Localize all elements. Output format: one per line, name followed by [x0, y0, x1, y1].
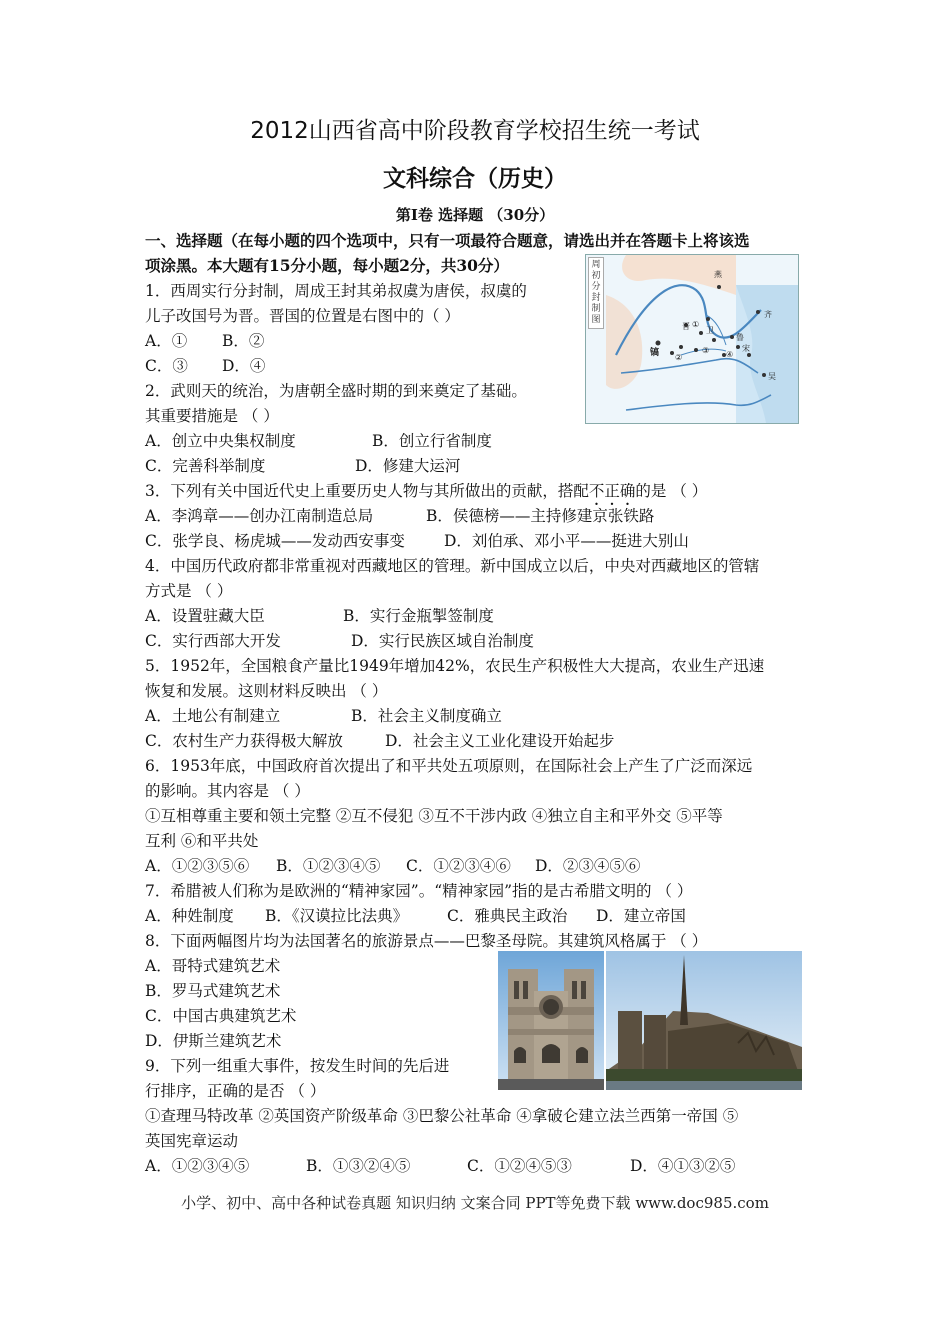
map-label-qi: 齐 — [764, 310, 772, 319]
q6-option-a: A．①②③⑤⑥ — [145, 857, 250, 875]
map-marker-3: ③ — [702, 346, 710, 355]
map-marker-1: ① — [692, 320, 700, 329]
q7-option-c: C．雅典民主政治 — [447, 907, 568, 925]
map-title: 周初分封制图 — [588, 257, 604, 329]
q3-option-d: D．刘伯承、邓小平——挺进大别山 — [444, 532, 689, 550]
q1-stem-line-1: 1．西周实行分封制，周成王封其弟叔虞为唐侯，叔虞的 — [145, 282, 527, 300]
q3-stem — [145, 481, 707, 509]
q8-option-c: C．中国古典建筑艺术 — [145, 1007, 297, 1025]
q5-stem-line-1: 5．1952年，全国粮食产量比1949年增加42%，农民生产积极性大大提高，农业生产迅速 — [145, 657, 765, 675]
instructions-line-1: 一、选择题（在每小题的四个选项中，只有一项最符合题意，请选出并在答题卡上将该选 — [145, 231, 750, 250]
q4-option-c: C．实行西部大开发 — [145, 632, 281, 650]
map-label-song: 宋 — [742, 344, 750, 353]
q5-option-c: C．农村生产力获得极大解放 — [145, 732, 343, 750]
q3-stem-part-2: 的是 （ ） — [635, 482, 708, 500]
map-label-jin: 晋 — [682, 322, 690, 331]
q5-option-d: D．社会主义工业化建设开始起步 — [385, 732, 615, 750]
map-marker-2: ② — [675, 353, 683, 362]
q1-stem-line-2: 儿子改国号为晋。晋国的位置是右图中的（ ） — [145, 307, 460, 325]
q2-option-d: D．修建大运河 — [355, 457, 461, 475]
map-label-wei: 卫 — [706, 326, 714, 335]
q4-stem-line-1: 4．中国历代政府都非常重视对西藏地区的管理。新中国成立以后，中央对西藏地区的管辖 — [145, 557, 760, 575]
q6-stem-line-2: 的影响。其内容是 （ ） — [145, 782, 310, 800]
q5-option-a: A．土地公有制建立 — [145, 707, 281, 725]
section-heading: 第I卷 选择题 （30分） — [395, 206, 555, 224]
q7-option-b: B．《汉谟拉比法典》 — [265, 907, 409, 925]
q9-option-d: D．④①③②⑤ — [630, 1157, 736, 1175]
q6-option-d: D．②③④⑤⑥ — [535, 857, 641, 875]
q4-stem-line-2: 方式是 （ ） — [145, 582, 233, 600]
page-footer: 小学、初中、高中各种试卷真题 知识归纳 文案合同 PPT等免费下载 www.doc985.com — [181, 1194, 769, 1212]
map-label-hao: 镐 — [650, 348, 660, 358]
map-label-yan: 燕 — [714, 270, 722, 279]
q8-option-a: A．哥特式建筑艺术 — [145, 957, 281, 975]
map-graphic — [586, 255, 798, 423]
notre-dame-illustration — [498, 951, 802, 1090]
q6-items-line-1: ①互相尊重主要和领土完整 ②互不侵犯 ③互不干涉内政 ④独立自主和平外交 ⑤平等 — [145, 807, 723, 825]
q6-option-c: C．①②③④⑥ — [406, 857, 511, 875]
q3-stem-emphasis: 不正确 — [588, 482, 636, 500]
q9-items-line-2: 英国宪章运动 — [145, 1132, 239, 1150]
q2-stem-line-2: 其重要措施是 （ ） — [145, 407, 279, 425]
notre-dame-photos — [498, 951, 802, 1090]
q9-option-c: C．①②④⑤③ — [467, 1157, 572, 1175]
q9-option-b: B．①③②④⑤ — [306, 1157, 411, 1175]
q2-stem-line-1: 2．武则天的统治，为唐朝全盛时期的到来奠定了基础。 — [145, 382, 527, 400]
exam-subtitle: 文科综合（历史） — [383, 166, 567, 192]
exam-title: 2012山西省高中阶段教育学校招生统一考试 — [250, 118, 700, 144]
q4-option-a: A．设置驻藏大臣 — [145, 607, 265, 625]
q4-option-b: B．实行金瓶掣签制度 — [343, 607, 494, 625]
q1-option-d: D．④ — [222, 357, 266, 375]
q3-option-a: A．李鸿章——创办江南制造总局 — [145, 507, 374, 525]
q1-option-b: B．② — [222, 332, 265, 350]
q6-stem-line-1: 6．1953年底，中国政府首次提出了和平共处五项原则，在国际社会上产生了广泛而深远 — [145, 757, 753, 775]
q7-option-d: D．建立帝国 — [596, 907, 686, 925]
q3-stem-part-1: 3．下列有关中国近代史上重要历史人物与其所做出的贡献，搭配 — [145, 482, 589, 500]
map-marker-4: ④ — [726, 350, 734, 359]
q9-items-line-1: ①查理马特改革 ②英国资产阶级革命 ③巴黎公社革命 ④拿破仑建立法兰西第一帝国 ⑤ — [145, 1107, 739, 1125]
q8-option-d: D．伊斯兰建筑艺术 — [145, 1032, 282, 1050]
q5-stem-line-2: 恢复和发展。这则材料反映出 （ ） — [145, 682, 388, 700]
q7-stem: 7．希腊被人们称为是欧洲的“精神家园”。“精神家园”指的是古希腊文明的 （ ） — [145, 882, 693, 900]
q8-stem: 8．下面两幅图片均为法国著名的旅游景点——巴黎圣母院。其建筑风格属于 （ ） — [145, 932, 708, 950]
q8-option-b: B．罗马式建筑艺术 — [145, 982, 281, 1000]
map-label-lu: 鲁 — [736, 333, 744, 342]
q2-option-c: C．完善科举制度 — [145, 457, 266, 475]
q6-items-line-2: 互利 ⑥和平共处 — [145, 832, 259, 850]
q2-option-b: B．创立行省制度 — [372, 432, 492, 450]
q9-option-a: A．①②③④⑤ — [145, 1157, 250, 1175]
q6-option-b: B．①②③④⑤ — [276, 857, 381, 875]
map-label-wu: 吴 — [768, 372, 776, 381]
q1-option-a: A．① — [145, 332, 188, 350]
q9-stem-line-2: 行排序，正确的是否 （ ） — [145, 1082, 326, 1100]
zhou-fief-map — [585, 254, 799, 424]
q9-stem-line-1: 9．下列一组重大事件，按发生时间的先后进 — [145, 1057, 450, 1075]
q1-option-c: C．③ — [145, 357, 188, 375]
q7-option-a: A．种姓制度 — [145, 907, 234, 925]
instructions-line-2: 项涂黑。本大题有15分小题，每小题2分，共30分） — [145, 256, 509, 275]
q5-option-b: B．社会主义制度确立 — [351, 707, 502, 725]
q3-option-b: B．侯德榜——主持修建京张铁路 — [426, 507, 655, 525]
q2-option-a: A．创立中央集权制度 — [145, 432, 296, 450]
q3-option-c: C．张学良、杨虎城——发动西安事变 — [145, 532, 405, 550]
q4-option-d: D．实行民族区域自治制度 — [351, 632, 534, 650]
